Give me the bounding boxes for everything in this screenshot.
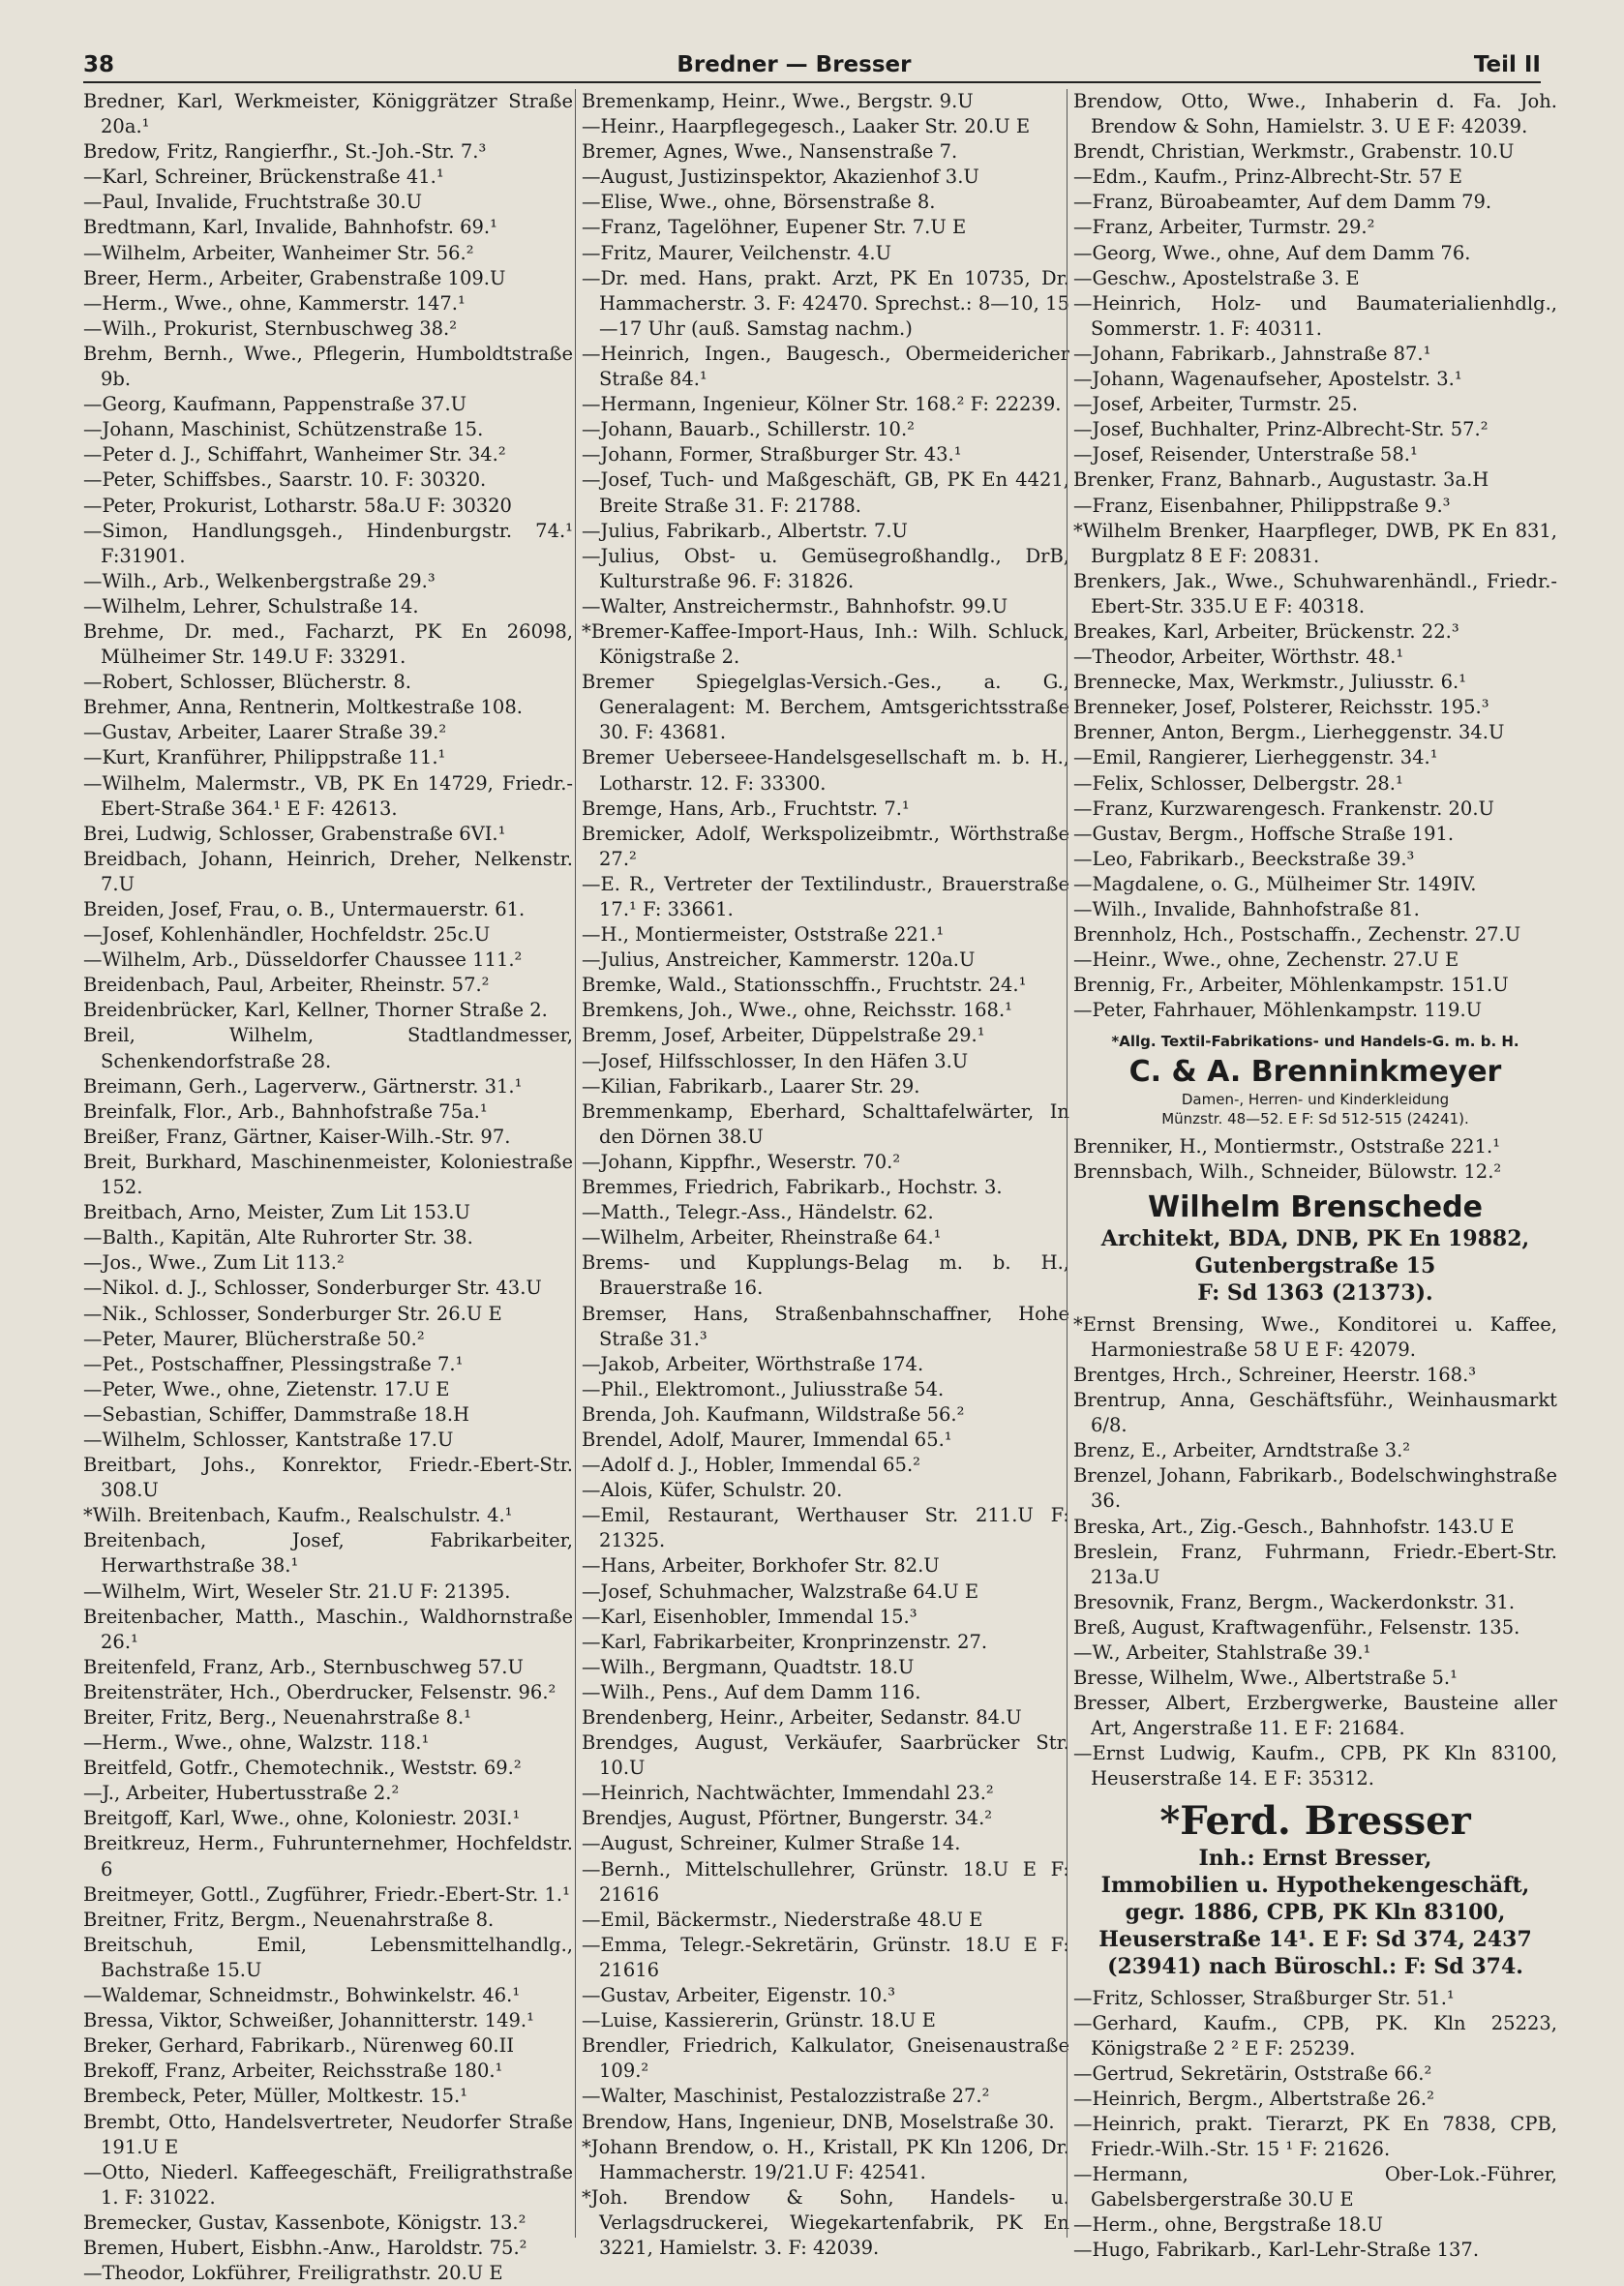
directory-entry: —Hugo, Fabrikarb., Karl-Lehr-Straße 137. — [1073, 2239, 1480, 2262]
directory-entry: Breißer, Franz, Gärtner, Kaiser-Wilh.-Str. 97. — [83, 1125, 511, 1148]
directory-entry: —Georg, Wwe., ohne, Auf dem Damm 76. — [1073, 241, 1471, 264]
directory-entry: Breit, Burkhard, Maschinenmeister, Koloniestraße 152. — [83, 1150, 573, 1199]
directory-entry: —Phil., Elektromont., Juliusstraße 54. — [582, 1377, 945, 1400]
ad-brenschede — [1073, 1190, 1557, 1307]
column-3-entries-d — [1073, 1986, 1557, 2264]
ad-bresser — [1073, 1798, 1557, 1980]
directory-entry: —Wilhelm, Arbeiter, Rheinstraße 64.¹ — [582, 1226, 942, 1249]
directory-entry: Brentges, Hrch., Schreiner, Heerstr. 168.³ — [1073, 1363, 1477, 1386]
directory-entry: Brennsbach, Wilh., Schneider, Bülowstr. 12.² — [1073, 1159, 1502, 1183]
directory-entry: Breiden, Josef, Frau, o. B., Untermauerstr. 61. — [83, 898, 526, 920]
directory-entry: —Simon, Handlungsgeh., Hindenburgstr. 74.¹ F:31901. — [83, 519, 573, 567]
directory-entry: —Heinr., Haarpflegegesch., Laaker Str. 20.U E — [582, 115, 1031, 138]
directory-entry: Brenda, Joh. Kaufmann, Wildstraße 56.² — [582, 1402, 965, 1426]
directory-entry: —Karl, Fabrikarbeiter, Kronprinzenstr. 27. — [582, 1630, 988, 1653]
directory-entry: —Adolf d. J., Hobler, Immendal 65.² — [582, 1454, 920, 1477]
directory-entry: —Johann, Kippfhr., Weserstr. 70.² — [582, 1150, 901, 1173]
directory-entry: —Jos., Wwe., Zum Lit 113.² — [83, 1251, 345, 1275]
directory-entry: —Hermann, Ingenieur, Kölner Str. 168.² F: 22239. — [582, 393, 1062, 416]
ad-brenninkmeyer-name: C. & A. Brenninkmeyer — [1128, 1054, 1502, 1089]
directory-entry: —Theodor, Lokführer, Freiligrathstr. 20.U E — [83, 2262, 503, 2285]
directory-entry: Breitschuh, Emil, Lebensmittelhandlg., Bachstraße 15.U — [83, 1933, 573, 1981]
directory-entry: —Emil, Restaurant, Werthauser Str. 211.U F: 21325. — [582, 1504, 1069, 1552]
directory-entry: —Heinrich, Holz- und Baumaterialienhdlg., Sommerstr. 1. F: 40311. — [1073, 291, 1557, 340]
directory-entry: —H., Montiermeister, Oststraße 221.¹ — [582, 923, 945, 947]
ad-brenschede-line3: F: Sd 1363 (21373). — [1197, 1279, 1433, 1306]
directory-entry: —Edm., Kaufm., Prinz-Albrecht-Str. 57 E — [1073, 165, 1463, 189]
directory-entry: Breitkreuz, Herm., Fuhrunternehmer, Hochfeldstr. 6 — [83, 1832, 573, 1880]
directory-entry: Brems- und Kupplungs-Belag m. b. H., Brauerstraße 16. — [582, 1251, 1069, 1300]
directory-entry: —Jakob, Arbeiter, Wörthstraße 174. — [582, 1352, 924, 1375]
directory-entry: Bredner, Karl, Werkmeister, Königgrätzer Straße 20a.¹ — [83, 90, 573, 138]
directory-entry: Bremecker, Gustav, Kassenbote, Königstr. 13.² — [83, 2211, 526, 2234]
directory-entry: Brehmer, Anna, Rentnerin, Moltkestraße 108. — [83, 696, 523, 719]
directory-entry: —Johann, Maschinist, Schützenstraße 15. — [83, 418, 484, 441]
directory-entry: —Pet., Postschaffner, Plessingstraße 7.¹ — [83, 1352, 464, 1375]
directory-entry: Brennecke, Max, Werkmstr., Juliusstr. 6.¹ — [1073, 671, 1467, 694]
directory-entry: Breitner, Fritz, Bergm., Neuenahrstraße 8. — [83, 1908, 495, 1931]
directory-entry: —Gustav, Arbeiter, Eigenstr. 10.³ — [582, 1984, 896, 2007]
directory-entry: Brendler, Friedrich, Kalkulator, Gneisenaustraße 109.² — [582, 2034, 1069, 2083]
directory-entry: Breitbart, Johs., Konrektor, Friedr.-Ebert-Str. 308.U — [83, 1454, 573, 1502]
directory-entry: —Luise, Kassiererin, Grünstr. 18.U E — [582, 2009, 936, 2032]
directory-entry: —Heinrich, Bergm., Albertstraße 26.² — [1073, 2087, 1434, 2110]
directory-entry: —Leo, Fabrikarb., Beeckstraße 39.³ — [1073, 847, 1415, 870]
directory-entry: Brendenberg, Heinr., Arbeiter, Sedanstr. 84.U — [582, 1706, 1022, 1729]
directory-entry: —Franz, Büroabeamter, Auf dem Damm 79. — [1073, 191, 1492, 214]
directory-entry: —Franz, Tagelöhner, Eupener Str. 7.U E — [582, 216, 967, 239]
directory-entry: Bremer Spiegelglas-Versich.-Ges., a. G., Generalagent: M. Berchem, Amtsgerichtsstraße 30. F: 43681. — [582, 671, 1069, 744]
page-header — [83, 48, 1541, 83]
directory-entry: Breitgoff, Karl, Wwe., ohne, Koloniestr. 203I.¹ — [83, 1807, 521, 1830]
directory-entry: Brenner, Anton, Bergm., Lierheggenstr. 34.U — [1073, 721, 1505, 744]
directory-entry: —Gustav, Arbeiter, Laarer Straße 39.² — [83, 721, 447, 744]
section-label: Teil II — [1473, 52, 1541, 77]
directory-entry: —Karl, Eisenhobler, Immendal 15.³ — [582, 1605, 917, 1628]
directory-entry: —W., Arbeiter, Stahlstraße 39.¹ — [1073, 1640, 1371, 1664]
directory-entry: —Josef, Hilfsschlosser, In den Häfen 3.U — [582, 1049, 969, 1072]
ad-brenninkmeyer — [1073, 1029, 1557, 1128]
column-3 — [1067, 89, 1557, 2262]
directory-entry: —Josef, Reisender, Unterstraße 58.¹ — [1073, 443, 1418, 466]
directory-entry: *Johann Brendow, o. H., Kristall, PK Kln 1206, Dr. Hammacherstr. 19/21.U F: 42541. — [582, 2135, 1069, 2183]
directory-entry: —Julius, Anstreicher, Kammerstr. 120a.U — [582, 948, 976, 972]
directory-entry: Bremge, Hans, Arb., Fruchtstr. 7.¹ — [582, 797, 910, 820]
column-3-entries-a — [1073, 89, 1557, 1023]
directory-entry: Bremm, Josef, Arbeiter, Düppelstraße 29.¹ — [582, 1024, 985, 1047]
directory-entry: Bresovnik, Franz, Bergm., Wackerdonkstr. 31. — [1073, 1590, 1516, 1613]
directory-entry: —Bernh., Mittelschullehrer, Grünstr. 18.U E F: 21616 — [582, 1857, 1069, 1906]
directory-entry: Bremmenkamp, Eberhard, Schalttafelwärter, In den Dörnen 38.U — [582, 1099, 1069, 1148]
directory-entry: —Johann, Fabrikarb., Jahnstraße 87.¹ — [1073, 342, 1431, 365]
directory-entry: —Georg, Kaufmann, Pappenstraße 37.U — [83, 393, 467, 416]
directory-entry: —Emil, Rangierer, Lierheggenstr. 34.¹ — [1073, 746, 1438, 769]
directory-entry: Breidenbach, Paul, Arbeiter, Rheinstr. 57.² — [83, 974, 490, 997]
directory-entry: —Peter, Wwe., ohne, Zietenstr. 17.U E — [83, 1377, 450, 1400]
directory-entry: —Emma, Telegr.-Sekretärin, Grünstr. 18.U E F: 21616 — [582, 1933, 1069, 1981]
directory-entry: —Fritz, Schlosser, Straßburger Str. 51.¹ — [1073, 1986, 1455, 2009]
ad-brenninkmeyer-line1: Damen-, Herren- und Kinderkleidung — [1181, 1090, 1450, 1108]
directory-entry: —Franz, Arbeiter, Turmstr. 29.² — [1073, 216, 1375, 239]
directory-entry: —Walter, Maschinist, Pestalozzistraße 27.² — [582, 2085, 990, 2108]
directory-entry: Bressa, Viktor, Schweißer, Johannitterstr. 149.¹ — [83, 2009, 534, 2032]
ad-brenschede-line2: Gutenbergstraße 15 — [1194, 1252, 1436, 1278]
directory-entry: —Gustav, Bergm., Hoffsche Straße 191. — [1073, 822, 1455, 845]
directory-entry: —Josef, Kohlenhändler, Hochfeldstr. 25c.U — [83, 923, 491, 947]
directory-entry: —Fritz, Maurer, Veilchenstr. 4.U — [582, 241, 892, 264]
directory-entry: —Emil, Bäckermstr., Niederstraße 48.U E — [582, 1908, 983, 1931]
directory-entry: Brendel, Adolf, Maurer, Immendal 65.¹ — [582, 1428, 952, 1451]
directory-entry: —Wilhelm, Lehrer, Schulstraße 14. — [83, 594, 419, 617]
directory-entry: —Wilhelm, Arb., Düsseldorfer Chaussee 111.² — [83, 948, 523, 972]
directory-entry: Brembeck, Peter, Müller, Moltkestr. 15.¹ — [83, 2085, 468, 2108]
directory-entry: Breinfalk, Flor., Arb., Bahnhofstraße 75a.¹ — [83, 1099, 488, 1123]
directory-entry: —Heinrich, Ingen., Baugesch., Obermeidericher Straße 84.¹ — [582, 342, 1069, 391]
directory-entry: Brennig, Fr., Arbeiter, Möhlenkampstr. 151.U — [1073, 974, 1509, 997]
directory-entry: —Hermann, Ober-Lok.-Führer, Gabelsbergerstraße 30.U E — [1073, 2163, 1557, 2211]
directory-entry: Brendges, August, Verkäufer, Saarbrücker Str. 10.U — [582, 1731, 1069, 1780]
directory-entry: Brenkers, Jak., Wwe., Schuhwarenhändl., Friedr.-Ebert-Str. 335.U E F: 40318. — [1073, 569, 1557, 617]
ad-bresser-name: *Ferd. Bresser — [1159, 1797, 1471, 1844]
directory-entry: —Wilh., Arb., Welkenbergstraße 29.³ — [83, 569, 436, 592]
directory-entry: —Wilhelm, Arbeiter, Wanheimer Str. 56.² — [83, 241, 474, 264]
directory-entry: —E. R., Vertreter der Textilindustr., Brauerstraße 17.¹ F: 33661. — [582, 872, 1069, 920]
ad-bresser-line1: Inh.: Ernst Bresser, — [1198, 1845, 1432, 1871]
directory-entry: Bremmes, Friedrich, Fabrikarb., Hochstr. 3. — [582, 1176, 1003, 1199]
directory-entry: —Kurt, Kranführer, Philippstraße 11.¹ — [83, 746, 446, 769]
directory-entry: —Heinrich, prakt. Tierarzt, PK En 7838, CPB, Friedr.-Wilh.-Str. 15 ¹ F: 21626. — [1073, 2113, 1557, 2161]
directory-entry: Breska, Art., Zig.-Gesch., Bahnhofstr. 143.U E — [1073, 1515, 1515, 1538]
directory-entry: —Nikol. d. J., Schlosser, Sonderburger Str. 43.U — [83, 1277, 542, 1300]
directory-entry: —Josef, Tuch- und Maßgeschäft, GB, PK En 4421, Breite Straße 31. F: 21788. — [582, 468, 1069, 517]
directory-entry: Brei, Ludwig, Schlosser, Grabenstraße 6VI.¹ — [83, 822, 506, 845]
directory-entry: Bredow, Fritz, Rangierfhr., St.-Joh.-Str. 7.³ — [83, 140, 487, 164]
directory-entry: Breslein, Franz, Fuhrmann, Friedr.-Ebert-Str. 213a.U — [1073, 1540, 1557, 1588]
page-number: 38 — [83, 52, 115, 77]
column-3-entries-c — [1073, 1312, 1557, 1792]
directory-entry: —Herm., Wwe., ohne, Kammerstr. 147.¹ — [83, 291, 466, 315]
directory-entry: Brekoff, Franz, Arbeiter, Reichsstraße 180.¹ — [83, 2060, 503, 2083]
directory-entry: Breß, August, Kraftwagenführ., Felsenstr. 135. — [1073, 1615, 1520, 1639]
directory-entry: Breitmeyer, Gottl., Zugführer, Friedr.-Ebert-Str. 1.¹ — [83, 1882, 570, 1906]
directory-entry: Breitenbacher, Matth., Maschin., Waldhornstraße 26.¹ — [83, 1605, 573, 1653]
directory-entry: Bresse, Wilhelm, Wwe., Albertstraße 5.¹ — [1073, 1667, 1458, 1690]
directory-entry: —Heinr., Wwe., ohne, Zechenstr. 27.U E — [1073, 948, 1459, 972]
ad-brenschede-line1: Architekt, BDA, DNB, PK En 19882, — [1100, 1225, 1530, 1251]
directory-entry: —Ernst Ludwig, Kaufm., CPB, PK Kln 83100, Heuserstraße 14. E F: 35312. — [1073, 1742, 1557, 1790]
directory-entry: Breil, Wilhelm, Stadtlandmesser, Schenkendorfstraße 28. — [83, 1024, 573, 1072]
directory-entry: —Peter, Fahrhauer, Möhlenkampstr. 119.U — [1073, 999, 1483, 1022]
directory-entry: —Wilh., Prokurist, Sternbuschweg 38.² — [83, 316, 458, 340]
directory-entry: Bremser, Hans, Straßenbahnschaffner, Hohe Straße 31.³ — [582, 1302, 1069, 1350]
directory-entry: Breiter, Fritz, Berg., Neuenahrstraße 8.¹ — [83, 1706, 471, 1729]
directory-entry: —Gerhard, Kaufm., CPB, PK. Kln 25223, Königstraße 2 ² E F: 25239. — [1073, 2011, 1557, 2060]
directory-entry: —Josef, Arbeiter, Turmstr. 25. — [1073, 393, 1358, 416]
directory-entry: —Wilh., Invalide, Bahnhofstraße 81. — [1073, 898, 1420, 920]
directory-entry: Brehm, Bernh., Wwe., Pflegerin, Humboldtstraße 9b. — [83, 342, 573, 391]
directory-entry: Bremkens, Joh., Wwe., ohne, Reichsstr. 168.¹ — [582, 999, 1012, 1022]
directory-entry: Brendt, Christian, Werkmstr., Grabenstr. 10.U — [1073, 140, 1515, 164]
directory-entry: —Nik., Schlosser, Sonderburger Str. 26.U E — [83, 1302, 502, 1325]
directory-entry: —Wilhelm, Schlosser, Kantstraße 17.U — [83, 1428, 454, 1451]
directory-entry: —Geschw., Apostelstraße 3. E — [1073, 266, 1360, 289]
ad-brenninkmeyer-company: *Allg. Textil-Fabrikations- und Handels-G. m. b. H. — [1111, 1033, 1519, 1051]
ad-brenninkmeyer-line2: Münzstr. 48—52. E F: Sd 512-515 (24241). — [1161, 1109, 1469, 1128]
directory-entry: Breitenfeld, Franz, Arb., Sternbuschweg 57.U — [83, 1655, 524, 1678]
directory-entry: —Peter, Maurer, Blücherstraße 50.² — [83, 1327, 425, 1350]
directory-entry: Brennholz, Hch., Postschaffn., Zechenstr. 27.U — [1073, 923, 1521, 947]
directory-entry: Brenniker, H., Montiermstr., Oststraße 221.¹ — [1073, 1134, 1501, 1158]
directory-entry: Bremenkamp, Heinr., Wwe., Bergstr. 9.U — [582, 90, 974, 112]
directory-entry: —Gertrud, Sekretärin, Oststraße 66.² — [1073, 2061, 1432, 2085]
directory-entry: —Franz, Kurzwarengesch. Frankenstr. 20.U — [1073, 797, 1494, 820]
directory-entry: —Peter d. J., Schiffahrt, Wanheimer Str. 34.² — [83, 443, 506, 466]
directory-entry: Brembt, Otto, Handelsvertreter, Neudorfer Straße 191.U E — [83, 2110, 573, 2158]
directory-entry: —Herm., Wwe., ohne, Walzstr. 118.¹ — [83, 1731, 430, 1755]
ad-bresser-line2: Immobilien u. Hypothekengeschäft, — [1100, 1872, 1530, 1898]
directory-entry: —Peter, Schiffsbes., Saarstr. 10. F: 30320. — [83, 468, 487, 492]
directory-entry: Breidenbrücker, Karl, Kellner, Thorner Straße 2. — [83, 999, 548, 1022]
directory-entry: *Ernst Brensing, Wwe., Konditorei u. Kaffee, Harmoniestraße 58 U E F: 42079. — [1073, 1312, 1557, 1361]
directory-entry: —Theodor, Arbeiter, Wörthstr. 48.¹ — [1073, 646, 1404, 669]
directory-entry: Breitenbach, Josef, Fabrikarbeiter, Herwarthstraße 38.¹ — [83, 1529, 573, 1578]
directory-entry: —Wilhelm, Wirt, Weseler Str. 21.U F: 21395. — [83, 1579, 511, 1603]
ad-bresser-line3: gegr. 1886, CPB, PK Kln 83100, — [1125, 1899, 1506, 1925]
directory-entry: Brentrup, Anna, Geschäftsführ., Weinhausmarkt 6/8. — [1073, 1389, 1557, 1437]
column-2 — [575, 89, 1069, 2259]
directory-entry: *Wilh. Breitenbach, Kaufm., Realschulstr. 4.¹ — [83, 1504, 513, 1527]
directory-entry: Breitfeld, Gotfr., Chemotechnik., Weststr. 69.² — [83, 1757, 522, 1780]
directory-entry: —Josef, Buchhalter, Prinz-Albrecht-Str. 57.² — [1073, 418, 1489, 441]
directory-entry: —Wilh., Pens., Auf dem Damm 116. — [582, 1680, 921, 1703]
directory-entry: —Heinrich, Nachtwächter, Immendahl 23.² — [582, 1782, 994, 1805]
directory-entry: —Hans, Arbeiter, Borkhofer Str. 82.U — [582, 1554, 940, 1578]
directory-entry: —Waldemar, Schneidmstr., Bohwinkelstr. 46.¹ — [83, 1984, 521, 2007]
directory-entry: —Felix, Schlosser, Delbergstr. 28.¹ — [1073, 771, 1403, 795]
directory-entry: —Josef, Schuhmacher, Walzstraße 64.U E — [582, 1579, 979, 1603]
directory-entry: Bremicker, Adolf, Werkspolizeibmtr., Wörthstraße 27.² — [582, 822, 1069, 870]
ad-bresser-line4: Heuserstraße 14¹. E F: Sd 374, 2437 — [1098, 1926, 1532, 1952]
column-3-entries-b — [1073, 1134, 1557, 1185]
directory-entry: —Balth., Kapitän, Alte Ruhrorter Str. 38. — [83, 1226, 473, 1249]
directory-entry: —Johann, Former, Straßburger Str. 43.¹ — [582, 443, 962, 466]
directory-entry: —Dr. med. Hans, prakt. Arzt, PK En 10735, Dr. Hammacherstr. 3. F: 42470. Sprechst.: 8—10, 15—17 Uhr (auß. Samstag nachm.) — [582, 266, 1069, 340]
directory-entry: *Joh. Brendow & Sohn, Handels- u. Verlagsdruckerei, Wiegekartenfabrik, PK En 3221, Hamielstr. 3. F: 42039. — [582, 2185, 1069, 2259]
directory-entry: Brenneker, Josef, Polsterer, Reichsstr. 195.³ — [1073, 696, 1489, 719]
directory-entry: Brenzel, Johann, Fabrikarb., Bodelschwinghstraße 36. — [1073, 1464, 1557, 1513]
directory-entry: Brenker, Franz, Bahnarb., Augustastr. 3a.H — [1073, 468, 1489, 492]
directory-entry: Bremke, Wald., Stationsschffn., Fruchtstr. 24.¹ — [582, 974, 1027, 997]
directory-entry: —Karl, Schreiner, Brückenstraße 41.¹ — [83, 165, 444, 189]
directory-entry: —Paul, Invalide, Fruchtstraße 30.U — [83, 191, 423, 214]
directory-entry: —Robert, Schlosser, Blücherstr. 8. — [83, 671, 411, 694]
directory-entry: —August, Justizinspektor, Akazienhof 3.U — [582, 165, 979, 189]
directory-entry: —Magdalene, o. G., Mülheimer Str. 149IV. — [1073, 872, 1477, 895]
directory-entry: —Johann, Bauarb., Schillerstr. 10.² — [582, 418, 915, 441]
directory-entry: Bremen, Hubert, Eisbhn.-Anw., Haroldstr. 75.² — [83, 2236, 527, 2259]
directory-entry: —Wilhelm, Malermstr., VB, PK En 14729, Friedr.-Ebert-Straße 364.¹ E F: 42613. — [83, 771, 573, 820]
directory-entry: Breitensträter, Hch., Oberdrucker, Felsenstr. 96.² — [83, 1680, 556, 1703]
directory-entry: Breimann, Gerh., Lagerverw., Gärtnerstr. 31.¹ — [83, 1074, 523, 1098]
directory-entry: —Wilh., Bergmann, Quadtstr. 18.U — [582, 1655, 915, 1678]
column-1 — [83, 89, 573, 2285]
directory-entry: —Matth., Telegr.-Ass., Händelstr. 62. — [582, 1201, 934, 1224]
directory-entry: Bremer Ueberseee-Handelsgesellschaft m. b. H., Lotharstr. 12. F: 33300. — [582, 746, 1069, 795]
directory-entry: —Walter, Anstreichermstr., Bahnhofstr. 99.U — [582, 594, 1008, 617]
directory-entry: —Sebastian, Schiffer, Dammstraße 18.H — [83, 1402, 470, 1426]
ad-bresser-line5: (23941) nach Büroschl.: F: Sd 374. — [1107, 1953, 1523, 1979]
directory-entry: —Johann, Wagenaufseher, Apostelstr. 3.¹ — [1073, 368, 1462, 391]
directory-entry: —Julius, Fabrikarb., Albertstr. 7.U — [582, 519, 908, 542]
directory-entry: Brendjes, August, Pförtner, Bungerstr. 34.² — [582, 1807, 993, 1830]
directory-entry: Breitbach, Arno, Meister, Zum Lit 153.U — [83, 1201, 470, 1224]
directory-entry: Brendow, Otto, Wwe., Inhaberin d. Fa. Joh. Brendow & Sohn, Hamielstr. 3. U E F: 42039. — [1073, 90, 1557, 138]
directory-entry: Brendow, Hans, Ingenieur, DNB, Moselstraße 30. — [582, 2110, 1055, 2133]
ad-brenschede-name: Wilhelm Brenschede — [1148, 1189, 1483, 1224]
directory-entry: —Peter, Prokurist, Lotharstr. 58a.U F: 30320 — [83, 494, 512, 517]
directory-entry: Breker, Gerhard, Fabrikarb., Nürenweg 60.II — [83, 2034, 515, 2058]
directory-entry: —Julius, Obst- u. Gemüsegroßhandlg., DrB, Kulturstraße 96. F: 31826. — [582, 544, 1069, 592]
directory-entry: Breer, Herm., Arbeiter, Grabenstraße 109.U — [83, 266, 506, 289]
page-title: Bredner — Bresser — [677, 52, 912, 77]
directory-entry: Brenz, E., Arbeiter, Arndtstraße 3.² — [1073, 1439, 1411, 1462]
directory-entry: Breakes, Karl, Arbeiter, Brückenstr. 22.³ — [1073, 619, 1459, 643]
directory-entry: Bremer, Agnes, Wwe., Nansenstraße 7. — [582, 140, 958, 164]
directory-entry: *Wilhelm Brenker, Haarpfleger, DWB, PK En 831, Burgplatz 8 E F: 20831. — [1073, 519, 1557, 567]
directory-entry: —Herm., ohne, Bergstraße 18.U — [1073, 2213, 1383, 2237]
directory-entry: Bresser, Albert, Erzbergwerke, Bausteine aller Art, Angerstraße 11. E F: 21684. — [1073, 1692, 1557, 1740]
directory-entry: —Elise, Wwe., ohne, Börsenstraße 8. — [582, 191, 936, 214]
directory-entry: Brehme, Dr. med., Facharzt, PK En 26098, Mülheimer Str. 149.U F: 33291. — [83, 619, 573, 669]
directory-entry: —Franz, Eisenbahner, Philippstraße 9.³ — [1073, 494, 1451, 517]
directory-entry: —J., Arbeiter, Hubertusstraße 2.² — [83, 1782, 400, 1805]
directory-entry: —Otto, Niederl. Kaffeegeschäft, Freiligrathstraße 1. F: 31022. — [83, 2160, 573, 2209]
directory-entry: —Kilian, Fabrikarb., Laarer Str. 29. — [582, 1074, 920, 1098]
directory-entry: —Alois, Küfer, Schulstr. 20. — [582, 1479, 843, 1502]
directory-entry: *Bremer-Kaffee-Import-Haus, Inh.: Wilh. Schluck, Königstraße 2. — [582, 619, 1069, 669]
directory-entry: Bredtmann, Karl, Invalide, Bahnhofstr. 69.¹ — [83, 216, 497, 239]
directory-entry: Breidbach, Johann, Heinrich, Dreher, Nelkenstr. 7.U — [83, 847, 573, 895]
directory-entry: —August, Schreiner, Kulmer Straße 14. — [582, 1832, 961, 1855]
